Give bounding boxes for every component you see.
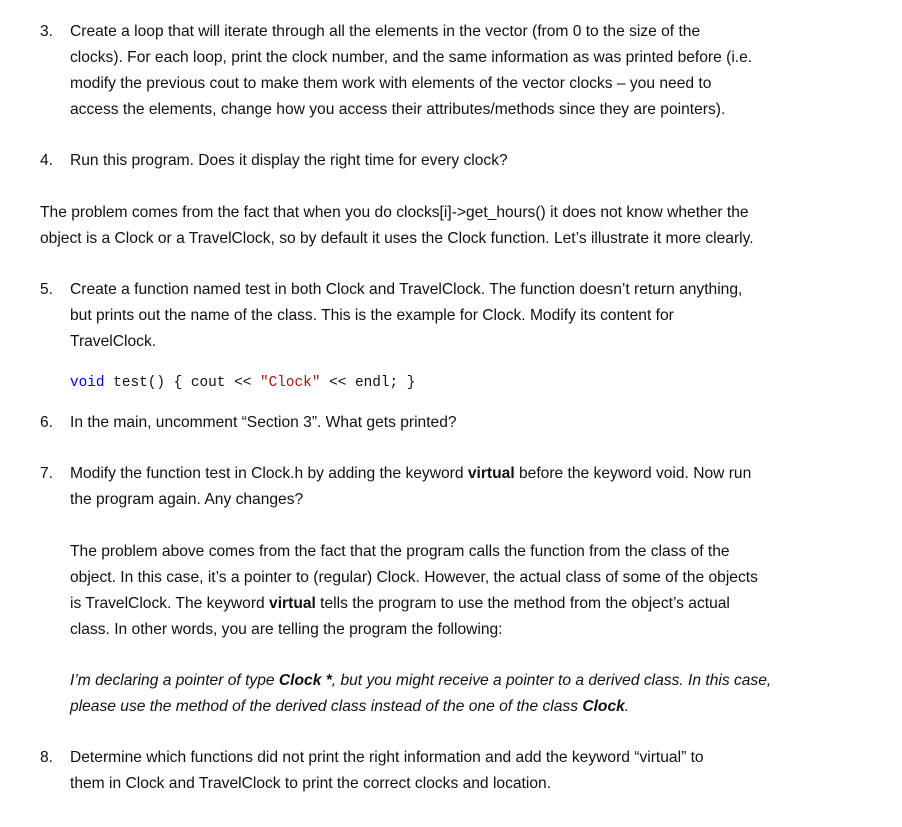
text-line: the program again. Any changes?	[70, 491, 304, 508]
text-run: I’m declaring a pointer of type	[70, 672, 279, 689]
list-number: 5.	[40, 281, 54, 298]
code-snippet	[70, 370, 850, 396]
list-item-text	[70, 148, 840, 174]
list-number: 3.	[40, 23, 54, 40]
text-run: , but you might receive a pointer to a derived class. In this case,	[331, 672, 772, 689]
text-line: class. In other words, you are telling the program the following:	[70, 621, 503, 638]
list-number: 4.	[40, 152, 54, 169]
keyword-virtual: virtual	[269, 595, 316, 612]
code-text: << endl; }	[320, 375, 416, 391]
keyword-virtual: virtual	[467, 465, 515, 482]
text-line: In the main, uncomment “Section 3”. What gets printed?	[70, 414, 457, 431]
text-line	[70, 461, 840, 487]
text-line: them in Clock and TravelClock to print the correct clocks and location.	[70, 775, 552, 792]
paragraph-problem	[40, 200, 840, 252]
italic-quote	[70, 668, 850, 720]
text-run: .	[624, 698, 630, 715]
text-line: object. In this case, it’s a pointer to (regular) Clock. However, the actual class of some of the objects	[70, 569, 758, 586]
text-run: before the keyword void. Now run	[514, 465, 752, 482]
text-line: object is a Clock or a TravelClock, so by default it uses the Clock function. Let’s illustrate it more clearly.	[40, 230, 754, 247]
list-item-text	[70, 410, 840, 436]
list-item-8	[40, 745, 840, 797]
text-run: is TravelClock. The keyword	[70, 595, 270, 612]
list-item-3	[40, 19, 840, 123]
list-number: 6.	[40, 414, 54, 431]
paragraph-virtual-explanation	[70, 539, 850, 643]
list-item-text	[70, 461, 840, 513]
text-line: Determine which functions did not print the right information and add the keyword “virtual” to	[70, 749, 704, 766]
emphasis-clock: Clock	[582, 698, 625, 715]
list-item-7	[40, 461, 840, 513]
list-item-text	[70, 745, 840, 797]
text-run: Modify the function test in Clock.h by adding the keyword	[70, 465, 468, 482]
text-line: The problem above comes from the fact that the program calls the function from the class of the	[70, 543, 730, 560]
list-number: 7.	[40, 465, 54, 482]
text-line: TravelClock.	[70, 333, 157, 350]
text-line: Create a loop that will iterate through all the elements in the vector (from 0 to the size of the	[70, 23, 701, 40]
text-line	[70, 591, 850, 617]
text-line: clocks). For each loop, print the clock number, and the same information as was printed before (i.e.	[70, 49, 753, 66]
text-line: Run this program. Does it display the right time for every clock?	[70, 152, 508, 169]
text-line: modify the previous cout to make them work with elements of the vector clocks – you need to	[70, 75, 712, 92]
text-line	[70, 694, 850, 720]
text-line: The problem comes from the fact that when you do clocks[i]->get_hours() it does not know whether the	[40, 204, 749, 221]
list-item-4	[40, 148, 840, 174]
text-run: tells the program to use the method from the object’s actual	[315, 595, 730, 612]
code-text: test() { cout <<	[104, 375, 260, 391]
code-string: "Clock"	[260, 375, 321, 391]
list-item-text	[70, 277, 840, 355]
list-item-6	[40, 410, 840, 436]
text-line: access the elements, change how you access their attributes/methods since they are pointers).	[70, 101, 726, 118]
code-keyword: void	[70, 375, 105, 391]
emphasis-clock-pointer: Clock *	[278, 672, 332, 689]
text-line: Create a function named test in both Clock and TravelClock. The function doesn’t return anything,	[70, 281, 743, 298]
list-number: 8.	[40, 749, 54, 766]
list-item-text	[70, 19, 840, 123]
text-run: please use the method of the derived class instead of the one of the class	[70, 698, 583, 715]
list-item-5	[40, 277, 840, 355]
text-line: but prints out the name of the class. This is the example for Clock. Modify its content for	[70, 307, 674, 324]
text-line	[70, 668, 850, 694]
